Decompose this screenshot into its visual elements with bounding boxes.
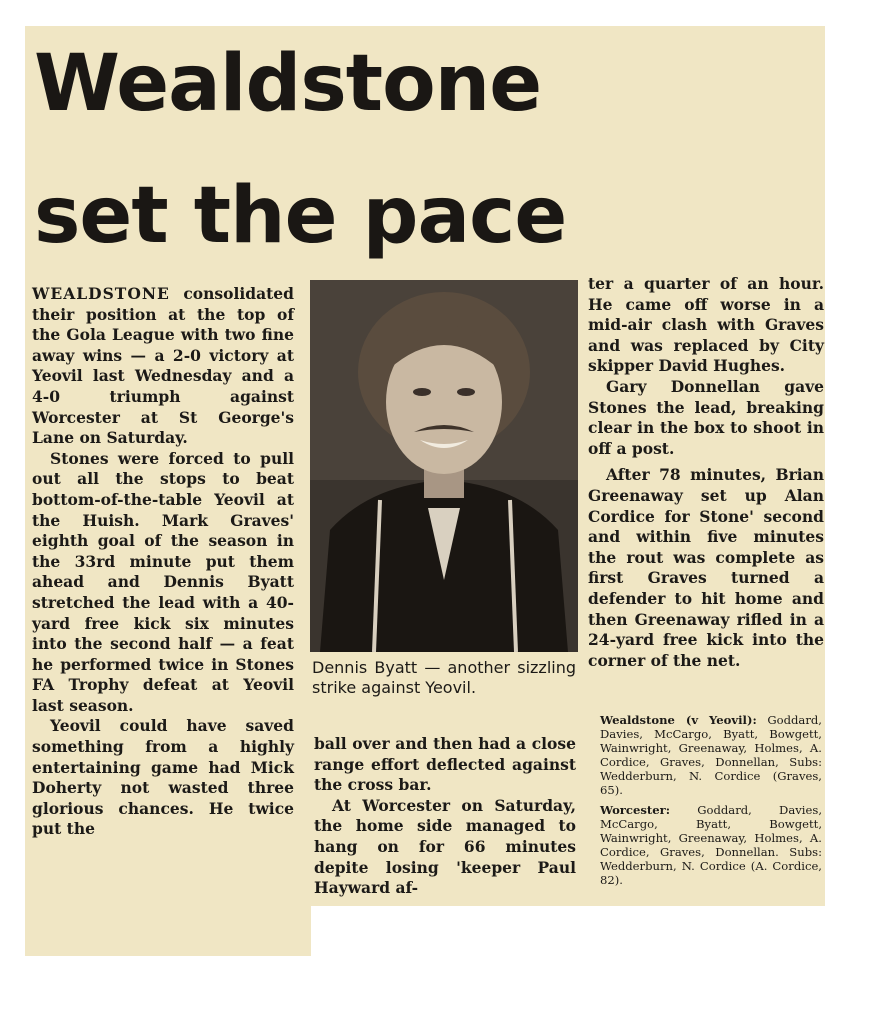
paragraph: After 78 minutes, Brian Greenaway set up Alan Cordice for Stone' second and within five minutes the rout was complete as first Graves turned a defender to hit home and then Greenaway rifled in a 24-yard free kick into the corner of the net.: [588, 465, 824, 670]
headline-line-2: set the pace: [34, 171, 567, 261]
paragraph: Yeovil could have saved something from a highly entertaining game had Mick Doherty not wasted three glorious chances. He twice put the: [32, 716, 294, 839]
player-photo: [310, 280, 578, 652]
team-lineups: [600, 713, 822, 893]
paragraph: At Worcester on Saturday, the home side managed to hang on for 66 minutes depite losing 'keeper Paul Hayward af-: [314, 795, 576, 898]
lineup-label: Wealdstone (v Yeovil):: [600, 713, 757, 727]
article-column-3: [588, 274, 824, 671]
paragraph: Stones were forced to pull out all the stops to beat bottom-of-the-table Yeovil at the Huish. Mark Graves' eighth goal of the season in the 33rd minute put them ahead and Dennis Byatt stretched the lead with a 40-yard free kick six minutes into the second half — a feat he performed twice in Stones FA Trophy defeat at Yeovil last season.: [32, 448, 294, 715]
lineup-label: Worcester:: [600, 803, 670, 817]
paragraph-text: consolidated their position at the top of the Gola League with two fine away wins — a 2-0 victory at Yeovil last Wednesday and a 4-0 triumph against Worcester at St George's Lane on Saturday.: [32, 284, 294, 448]
article-column-1: [32, 284, 294, 840]
lineup-worcester: [600, 803, 822, 887]
paragraph: ter a quarter of an hour. He came off worse in a mid-air clash with Graves and was replaced by City skipper David Hughes.: [588, 274, 824, 376]
clipping-tail: [25, 890, 311, 956]
lineup-yeovil: [600, 713, 822, 797]
lineup-players: Goddard, Davies, McCargo, Byatt, Bowgett, Wainwright, Greenaway, Holmes, A. Cordice, Graves, Donnellan, Subs: Wedderburn, N. Cordice (Graves, 65).: [600, 713, 822, 797]
lineup-players: Goddard, Davies, McCargo, Byatt, Bowgett, Wainwright, Greenaway, Holmes, A. Cordice, Graves, Donnellan. Subs: Wedderburn, N. Cordice (A. Cordice, 82).: [600, 803, 823, 887]
portrait-illustration: [310, 280, 578, 652]
headline-line-1: Wealdstone: [34, 39, 542, 129]
paragraph: ball over and then had a close range effort deflected against the cross bar.: [314, 734, 576, 795]
paragraph: Gary Donnellan gave Stones the lead, breaking clear in the box to shoot in off a post.: [588, 376, 824, 458]
lead-word: WEALDSTONE: [32, 284, 170, 303]
article-column-2: [314, 734, 576, 899]
paragraph: [32, 284, 294, 449]
photo-caption: Dennis Byatt — another sizzling strike against Yeovil.: [312, 658, 576, 697]
